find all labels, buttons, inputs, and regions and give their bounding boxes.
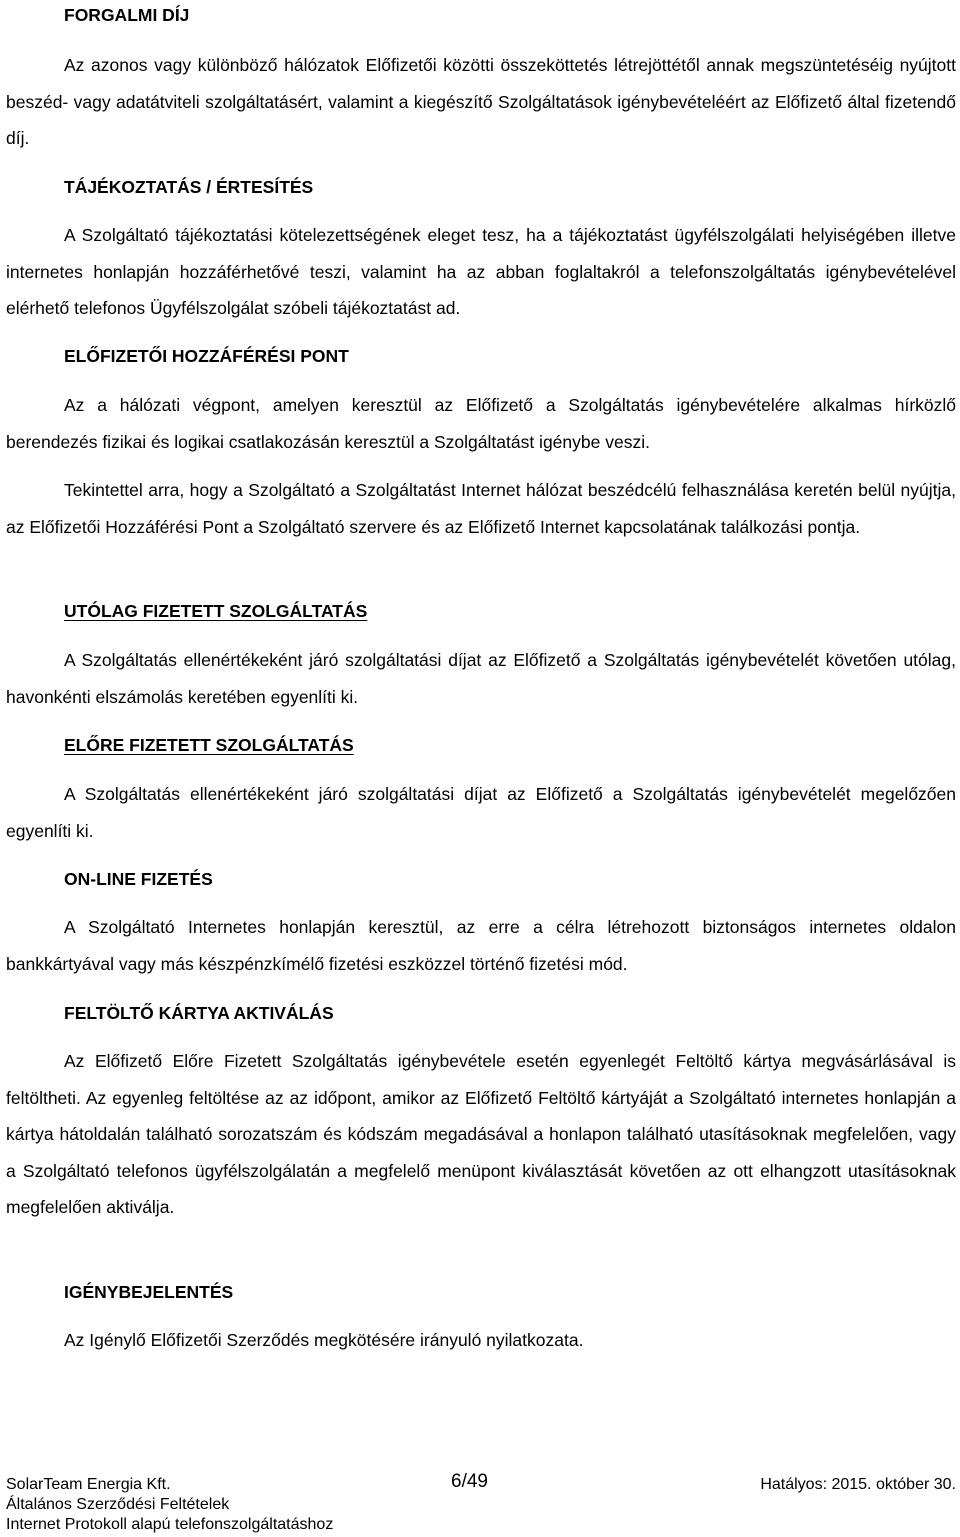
paragraph-container (6, 472, 956, 545)
paragraph-online: A Szolgáltató Internetes honlapján keresztül, az erre a célra létrehozott biztonságos internetes oldalon bankkártyával vagy más készpénzkímélő fizetési eszközzel történő fizetési mód. (6, 917, 956, 974)
section-igenybejelentes (6, 1281, 956, 1303)
heading-elore: ELŐRE FIZETETT SZOLGÁLTATÁS (64, 735, 354, 755)
footer-page-number: 6/49 (451, 1471, 488, 1492)
paragraph-container (6, 387, 956, 460)
section-feltolto (6, 1002, 956, 1024)
section-utolag (6, 600, 956, 622)
paragraph-container (6, 776, 956, 849)
page-footer (6, 1471, 956, 1535)
footer-effective-date: Hatályos: 2015. október 30. (760, 1476, 956, 1493)
section-online (6, 868, 956, 890)
paragraph-hozzaferesi-pont-2: Tekintettel arra, hogy a Szolgáltató a Szolgáltatást Internet hálózat beszédcélú felhasználása keretén belül nyújtja, az Előfizetői Hozzáférési Pont a Szolgáltató szervere és az Előfizető Internet kapcsolatának találkozási pontja. (6, 480, 956, 537)
paragraph-container (6, 909, 956, 982)
heading-utolag: UTÓLAG FIZETETT SZOLGÁLTATÁS (64, 601, 368, 621)
paragraph-container (6, 47, 956, 157)
paragraph-container (6, 1043, 956, 1226)
heading-hozzaferesi-pont: ELŐFIZETŐI HOZZÁFÉRÉSI PONT (64, 346, 349, 366)
paragraph-container (6, 217, 956, 327)
paragraph-container (6, 642, 956, 715)
paragraph-forgalmi-dij: Az azonos vagy különböző hálózatok Előfizetői közötti összeköttetés létrejöttétől annak megszüntetéséig nyújtott beszéd- vagy adatátviteli szolgáltatásért, valamint a kiegészítő Szolgáltatások igénybevételéért az Előfizető által fizetendő díj. (6, 55, 956, 148)
paragraph-container (6, 1322, 956, 1359)
heading-feltolto: FELTÖLTŐ KÁRTYA AKTIVÁLÁS (64, 1003, 334, 1023)
paragraph-elore: A Szolgáltatás ellenértékeként járó szolgáltatási díjat az Előfizető a Szolgáltatás igénybevételét megelőzően egyenlíti ki. (6, 784, 956, 841)
section-forgalmi-dij (6, 4, 956, 26)
paragraph-utolag: A Szolgáltatás ellenértékeként járó szolgáltatási díjat az Előfizető a Szolgáltatás igénybevételét követően utólag, havonkénti elszámolás keretében egyenlíti ki. (6, 650, 956, 707)
paragraph-igenybejelentes: Az Igénylő Előfizetői Szerződés megkötésére irányuló nyilatkozata. (64, 1330, 584, 1350)
heading-online: ON-LINE FIZETÉS (64, 869, 213, 889)
paragraph-tajekoztatas: A Szolgáltató tájékoztatási kötelezettségének eleget tesz, ha a tájékoztatást ügyfélszolgálati helyiségében illetve internetes honlapján hozzáférhetővé teszi, valamint ha az abban foglaltakról a telefonszolgáltatás igénybevételével elérhető telefonos Ügyfélszolgálat szóbeli tájékoztatást ad. (6, 225, 956, 318)
section-elore (6, 734, 956, 756)
heading-forgalmi-dij: FORGALMI DÍJ (64, 5, 190, 25)
footer-company: SolarTeam Energia Kft. (6, 1476, 171, 1493)
section-tajekoztatas (6, 176, 956, 198)
paragraph-hozzaferesi-pont-1: Az a hálózati végpont, amelyen keresztül az Előfizető a Szolgáltatás igénybevételére alkalmas hírközlő berendezés fizikai és logikai csatlakozásán keresztül a Szolgáltatást igénybe veszi. (6, 395, 956, 452)
heading-igenybejelentes: IGÉNYBEJELENTÉS (64, 1282, 234, 1302)
heading-tajekoztatas: TÁJÉKOZTATÁS / ÉRTESÍTÉS (64, 177, 314, 197)
paragraph-feltolto: Az Előfizető Előre Fizetett Szolgáltatás igénybevétele esetén egyenlegét Feltöltő kártya megvásárlásával is feltöltheti. Az egyenleg feltöltése az az időpont, amikor az Előfizető Feltöltő kártyáját a Szolgáltató internetes honlapján a kártya hátoldalán található sorozatszám és kódszám megadásával a honlapon található utasításoknak megfelelően, vagy a Szolgáltató telefonos ügyfélszolgálatán a megfelelő menüpont kiválasztását követően az ott elhangzott utasításoknak megfelelően aktiválja. (6, 1051, 956, 1217)
footer-doc-subtitle: Internet Protokoll alapú telefonszolgáltatáshoz (6, 1516, 334, 1533)
section-hozzaferesi-pont (6, 345, 956, 367)
footer-doc-title: Általános Szerződési Feltételek (6, 1496, 230, 1513)
